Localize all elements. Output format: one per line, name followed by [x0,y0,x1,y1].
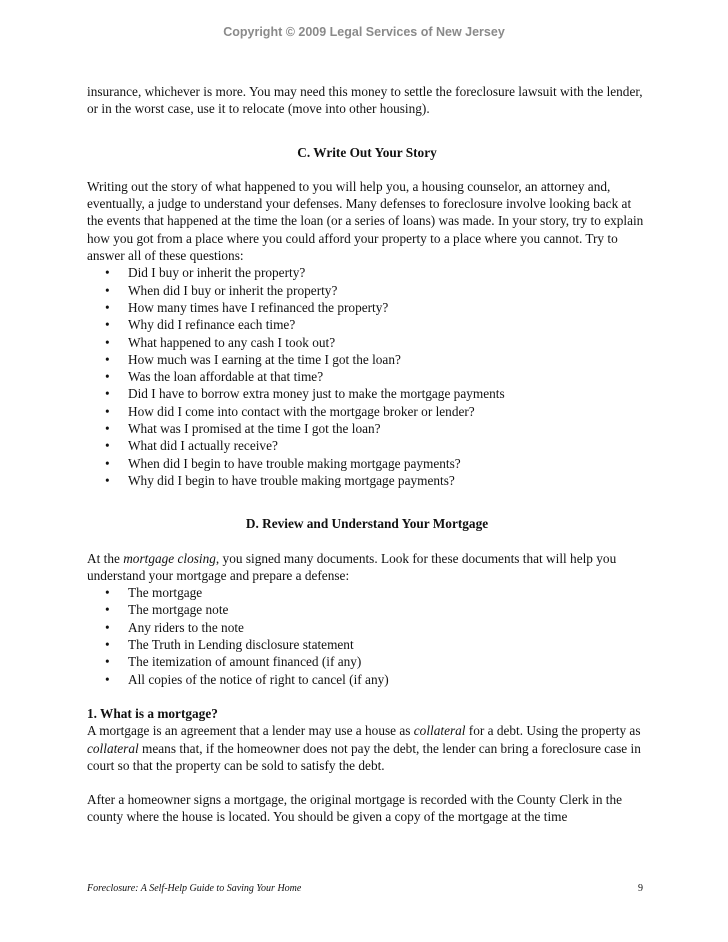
document-item-text: The Truth in Lending disclosure statement [128,637,354,653]
section-d-heading: D. Review and Understand Your Mortgage [245,516,489,532]
question-item-text: Why did I refinance each time? [128,317,296,333]
question-item [87,299,647,316]
section-d-text-suffix: , you signed many documents. Look for these documents that will help you understand your mortgage and prepare a defense: [87,550,617,583]
bullet-icon: • [105,317,110,333]
question-item [87,455,647,472]
bullet-icon: • [105,472,110,488]
definition-text-c: means that, if the homeowner does not pay the debt, the lender can bring a foreclosure case in court so that the property can be sold to satisfy the debt. [87,740,641,773]
bullet-icon: • [105,637,110,653]
mortgage-documents-list [87,584,647,688]
mortgage-definition-paragraph [87,722,647,774]
document-item [87,636,647,653]
definition-text-b: for a debt. Using the property as [465,723,641,739]
document-item-text: All copies of the notice of right to cancel (if any) [128,671,389,687]
question-item [87,334,647,351]
question-item-text: What did I actually receive? [128,438,278,454]
question-item [87,368,647,385]
question-item-text: What was I promised at the time I got the loan? [128,421,381,437]
collateral-term: collateral [87,740,139,756]
question-item-text: Did I buy or inherit the property? [128,265,306,281]
bullet-icon: • [105,421,110,437]
question-item-text: What happened to any cash I took out? [128,334,336,350]
document-item [87,601,647,618]
question-item-text: Why did I begin to have trouble making mortgage payments? [128,472,455,488]
question-item-text: How many times have I refinanced the property? [128,299,389,315]
bullet-icon: • [105,619,110,635]
mortgage-closing-term: mortgage closing [123,550,216,566]
collateral-term: collateral [413,723,466,739]
bullet-icon: • [105,299,110,315]
bullet-icon: • [105,351,110,367]
subsection-1-heading: 1. What is a mortgage? [87,705,218,721]
question-item [87,437,647,454]
bullet-icon: • [105,282,110,298]
section-d-text-prefix: At the [87,550,124,566]
document-item-text: The itemization of amount financed (if any) [128,654,362,670]
document-item [87,584,647,601]
bullet-icon: • [105,654,110,670]
recording-paragraph: After a homeowner signs a mortgage, the original mortgage is recorded with the County Clerk in the county where the house is located. You should be given a copy of the mortgage at the time [87,792,623,825]
document-item-text: The mortgage [128,585,203,601]
question-item [87,403,647,420]
section-d-paragraph [87,550,647,585]
copyright-header: Copyright © 2009 Legal Services of New Jersey [223,25,505,39]
bullet-icon: • [105,403,110,419]
question-item-text: How did I come into contact with the mortgage broker or lender? [128,403,475,419]
page-number: 9 [638,883,643,894]
question-item [87,264,647,281]
question-item [87,282,647,299]
question-item-text: How much was I earning at the time I got the loan? [128,351,401,367]
intro-paragraph: insurance, whichever is more. You may need this money to settle the foreclosure lawsuit with the lender, or in the worst case, use it to relocate (move into other housing). [87,84,643,117]
section-c-paragraph: Writing out the story of what happened to you will help you, a housing counselor, an attorney and, eventually, a judge to understand your defenses. Many defenses to foreclosure involve looking back at the events that happened at the time the loan (or a series of loans) was made. In your story, try to explain how you got from a place where you could afford your property to a place where you cannot. Try to answer all of these questions: [87,178,644,264]
document-item-text: Any riders to the note [128,619,244,635]
bullet-icon: • [105,438,110,454]
story-questions-list [87,264,647,489]
bullet-icon: • [105,455,110,471]
question-item [87,472,647,489]
bullet-icon: • [105,671,110,687]
question-item-text: When did I buy or inherit the property? [128,282,338,298]
section-c-heading: C. Write Out Your Story [297,144,437,160]
question-item [87,420,647,437]
document-item [87,653,647,670]
bullet-icon: • [105,602,110,618]
question-item-text: Did I have to borrow extra money just to make the mortgage payments [128,386,505,402]
definition-text-a: A mortgage is an agreement that a lender may use a house as [87,723,414,739]
page-body [87,83,647,826]
question-item [87,351,647,368]
bullet-icon: • [105,369,110,385]
footer-title: Foreclosure: A Self-Help Guide to Saving Your Home [87,883,302,894]
bullet-icon: • [105,386,110,402]
document-item [87,671,647,688]
question-item [87,385,647,402]
question-item-text: When did I begin to have trouble making mortgage payments? [128,455,461,471]
question-item-text: Was the loan affordable at that time? [128,369,324,385]
bullet-icon: • [105,334,110,350]
document-item [87,619,647,636]
bullet-icon: • [105,265,110,281]
bullet-icon: • [105,585,110,601]
question-item [87,316,647,333]
document-item-text: The mortgage note [128,602,229,618]
